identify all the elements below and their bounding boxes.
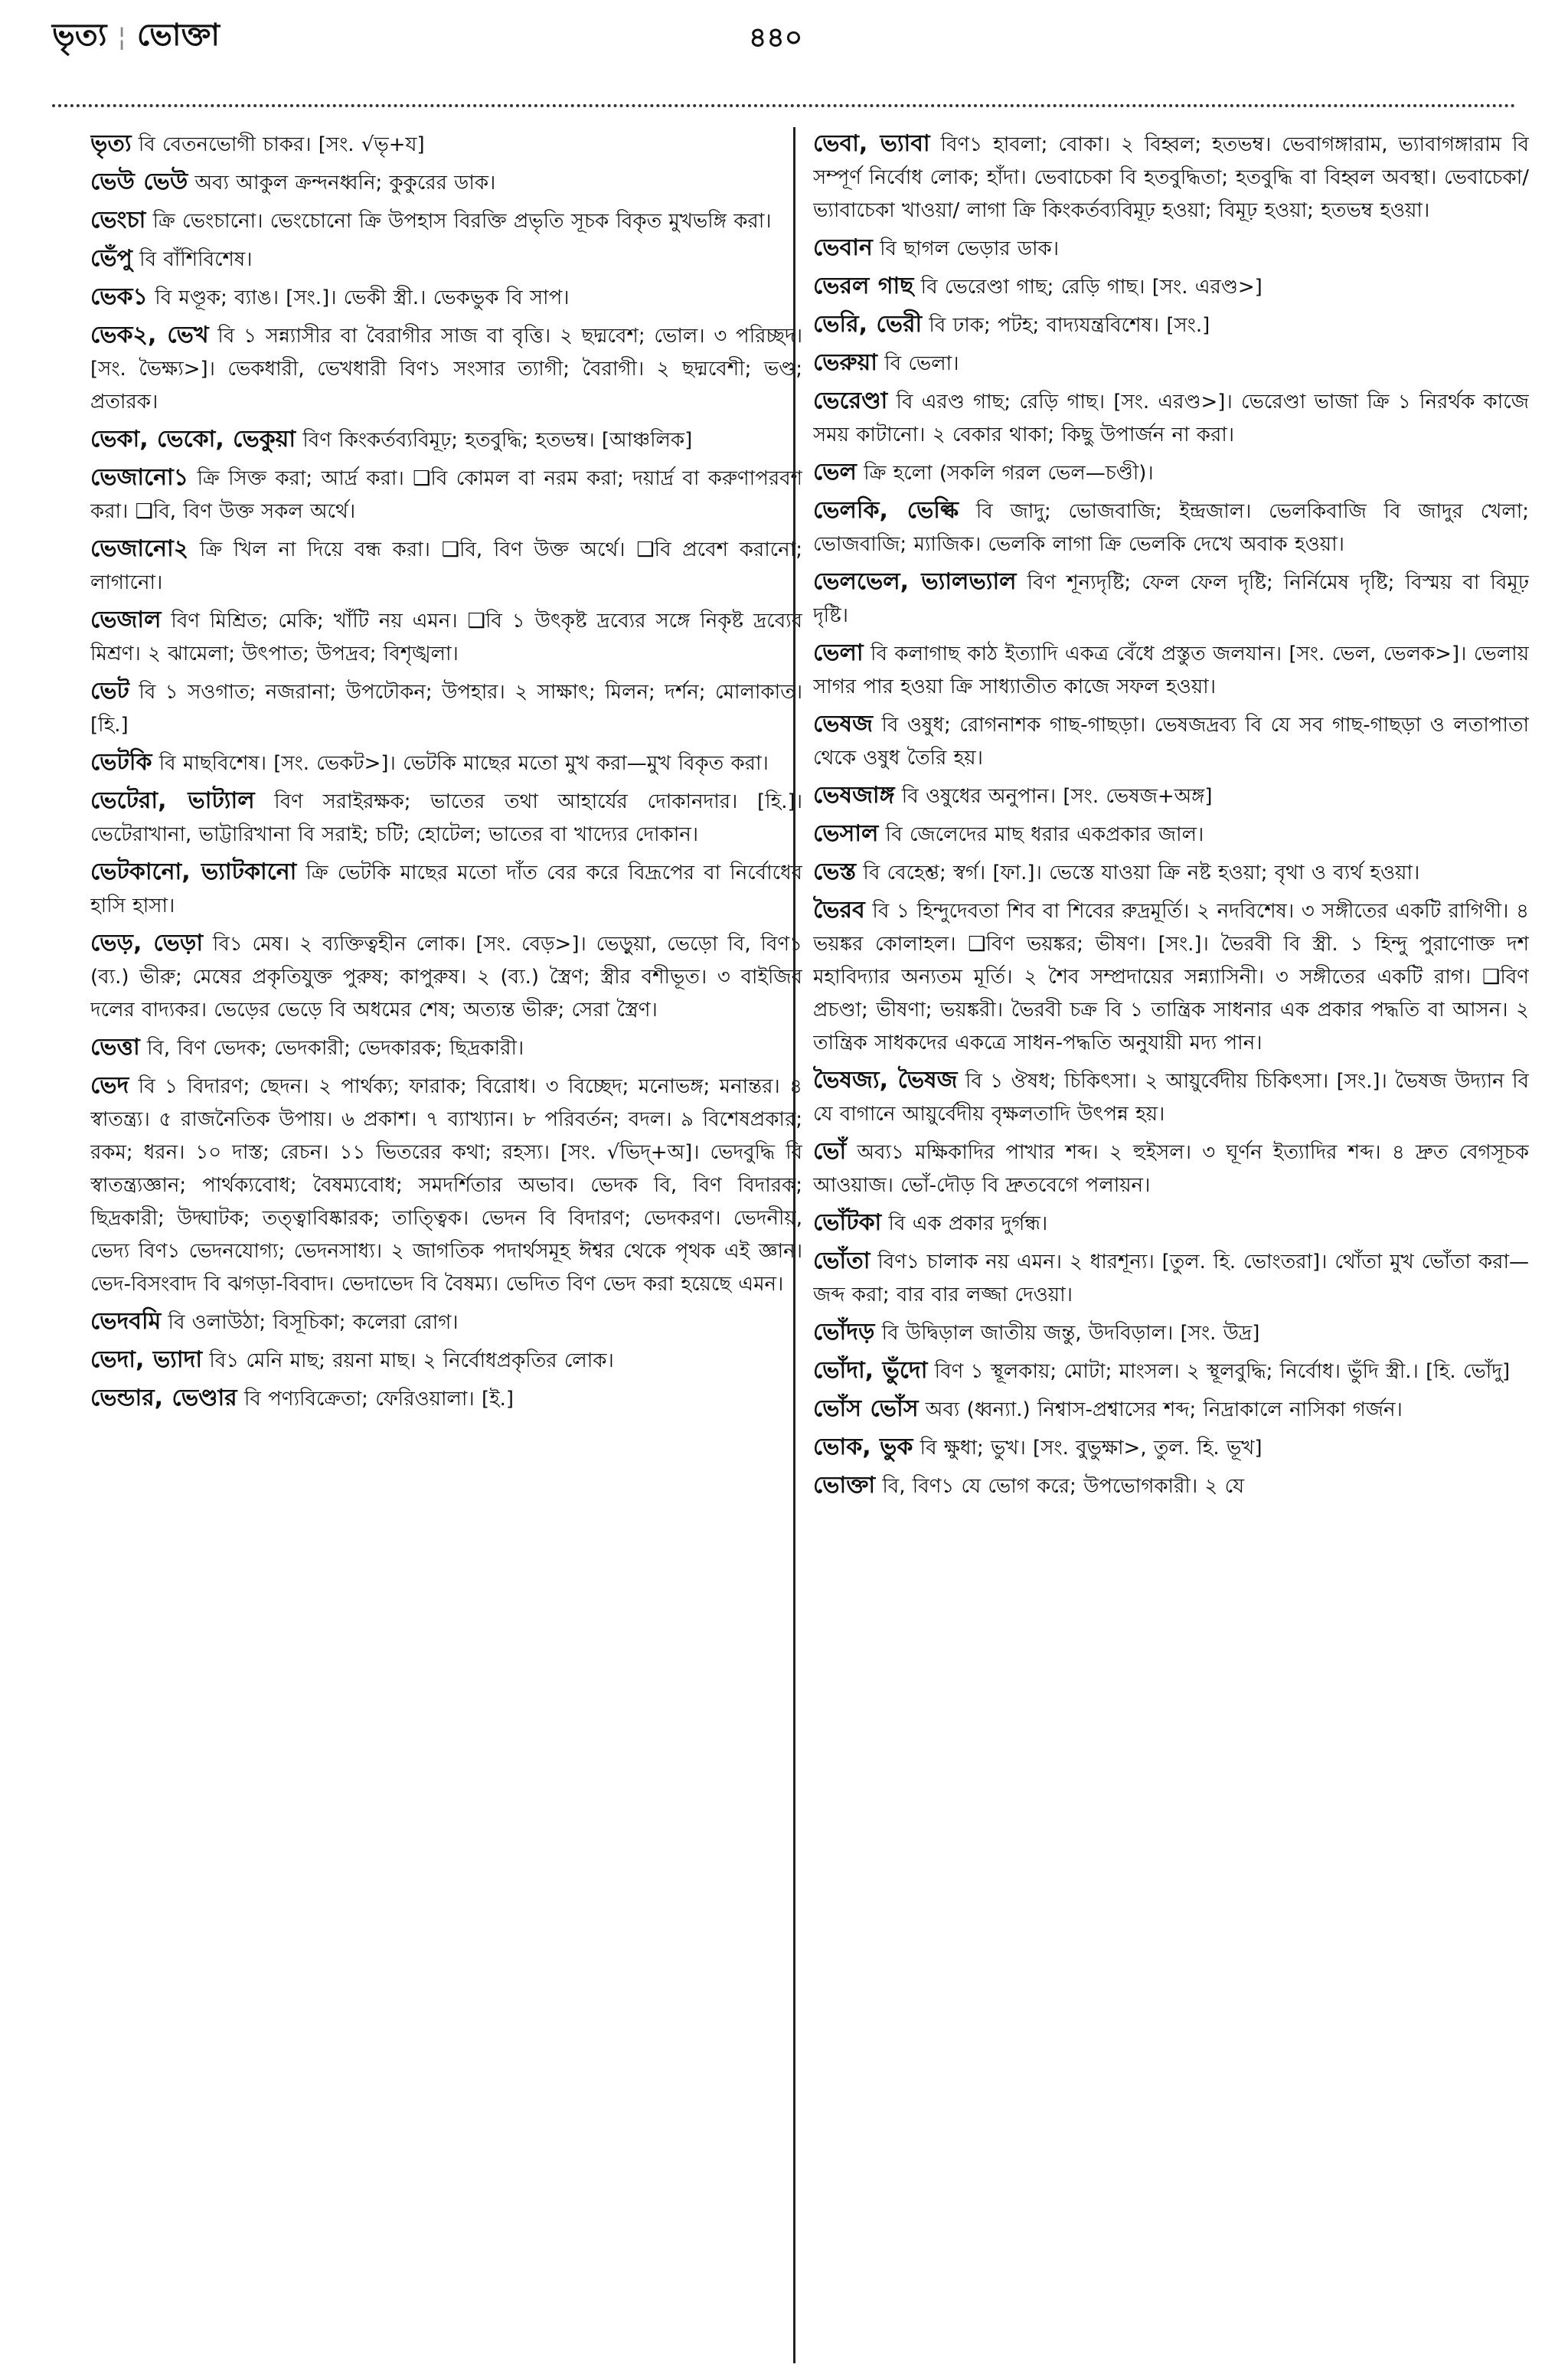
entry-headword: ভৃত্য [90,130,132,157]
entry-definition: বি উদ্বিড়াল জাতীয় জন্তু, উদবিড়াল। [সং. উদ্র] [881,1322,1260,1345]
entry-headword: ভেঁপু [90,245,132,272]
entry-definition: বি ওলাউঠা; বিসূচিকা; কলেরা রোগ। [168,1311,459,1334]
dictionary-entry [90,1031,802,1065]
entry-headword: ভেলভেল, ভ্যালভ্যাল [813,568,1017,595]
dictionary-entry [90,784,802,852]
dictionary-entry [90,423,802,457]
entry-definition: বি ১ হিন্দুদেবতা শিব বা শিবের রুদ্রমূর্তি। ২ নদবিশেষ। ৩ সঙ্গীতের একটি রাগিণী। ৪ ভয়ঙ্কর কোলাহল। ❑বিণ ভয়ঙ্কর; ভীষণ। [সং.]। ভৈরবী বি স্ত্রী. ১ হিন্দু পুরাণোক্ত দশ মহাবিদ্যার অন্যতম মূর্তি। ২ শৈব সম্প্রদায়ের সন্ন্যাসিনী। ৩ সঙ্গীতের একটি রাগ। ❑বিণ প্রচণ্ডা; ভীষণা; ভয়ঙ্করী। ভৈরবী চক্র বি ১ তান্ত্রিক সাধনার এক প্রকার পদ্ধতি বা আসন। ২ তান্ত্রিক সাধকদের একত্রে সাধন-পদ্ধতি অনুযায়ী মদ্য পান। [813,900,1529,1055]
entry-definition: অব্য১ মক্ষিকাদির পাখার শব্দ। ২ হুইসল। ৩ ঘূর্ণন ইত্যাদির শব্দ। ৪ দ্রুত বেগসূচক আওয়াজ। ভোঁ-দৌড় বি দ্রুতবেগে পলায়ন। [813,1141,1529,1197]
guide-word-first: ভৃত্য [52,18,107,53]
dictionary-entry [90,1382,802,1416]
entry-headword: ভেজাল [90,607,162,633]
entry-definition: বি ছাগল ভেড়ার ডাক। [880,237,1060,260]
entry-headword: ভৈরব [813,897,865,924]
entry-headword: ভেবান [813,234,873,261]
dictionary-entry [90,675,802,742]
entry-headword: ভেটকানো, ভ্যাটকানো [90,858,297,885]
entry-definition: বি ওষুধ; রোগনাশক গাছ-গাছড়া। ভেষজদ্রব্য বি যে সব গাছ-গাছড়া ও লতাপাতা থেকে ওষুধ তৈরি হয়। [813,714,1529,770]
entry-definition: অব্য আকুল ক্রন্দনধ্বনি; কুকুরের ডাক। [194,172,496,195]
entry-definition: বি, বিণ ভেদক; ভেদকারী; ভেদকারক; ছিদ্রকারী। [146,1037,524,1060]
dictionary-entry [813,1392,1529,1427]
entry-headword: ভোঁতা [813,1247,871,1274]
entry-headword: ভেদা, ভ্যাদা [90,1346,203,1373]
dictionary-entry [813,456,1529,490]
entry-definition: ক্রি সিক্ত করা; আর্দ্র করা। ❑বি কোমল বা নরম করা; দয়ার্দ্র বা করুণাপরবশ করা। ❑বি, বিণ উক্ত সকল অর্থে। [90,467,802,523]
entry-definition: বি ভেলা। [884,352,959,375]
entry-headword: ভেটকি [90,749,152,776]
dictionary-entry [813,708,1529,775]
entry-headword: ভেত্তা [90,1034,140,1061]
dictionary-entry [813,894,1529,1060]
dictionary-entry [813,1469,1529,1503]
dictionary-entry [90,319,802,419]
entry-headword: ভেক১ [90,283,148,310]
entry-definition: ক্রি হলো (সকলি গরল ভেল—চণ্ডী)। [864,462,1154,485]
entry-headword: ভেদবমি [90,1308,162,1335]
guide-word-last: ভোক্তা [136,18,220,53]
entry-headword: ভোঁদড় [813,1319,875,1346]
dictionary-entry [813,1316,1529,1350]
dictionary-entry [90,127,802,162]
entry-headword: ভেরি, ভেরী [813,311,923,338]
dictionary-entry [90,1069,802,1301]
dictionary-entry [90,461,802,528]
page-number: ৪৪০ [749,22,803,54]
dictionary-entry [813,1244,1529,1312]
entry-headword: ভেলা [813,639,864,666]
entry-definition: বি ১ সন্ন্যাসীর বা বৈরাগীর সাজ বা বৃত্তি। ২ ছদ্মবেশ; ভোল। ৩ পরিচ্ছদ। [সং. ভৈক্ষ্য>]। ভেকধারী, ভেখধারী বিণ১ সংসার ত্যাগী; বৈরাগী। ২ ছদ্মবেশী; ভণ্ড; প্রতারক। [90,325,802,414]
dictionary-entry [813,779,1529,813]
entry-headword: ভেংচা [90,207,146,234]
entry-definition: বিণ মিশ্রিত; মেকি; খাঁটি নয় এমন। ❑বি ১ উৎকৃষ্ট দ্রব্যের সঙ্গে নিকৃষ্ট দ্রব্যের মিশ্রণ। ২ ঝামেলা; উৎপাত; উপদ্রব; বিশৃঙ্খলা। [90,610,802,665]
entry-definition: বি পণ্যবিক্রেতা; ফেরিওয়ালা। [ই.] [243,1388,514,1411]
dictionary-entry [813,1135,1529,1202]
entry-definition: বি বেহেশ্ত; স্বর্গ। [ফা.]। ভেস্তে যাওয়া ক্রি নষ্ট হওয়া; বৃথা ও ব্যর্থ হওয়া। [863,862,1420,885]
entry-definition: বিণ১ হাবলা; বোকা। ২ বিহ্বল; হতভম্ব। ভেবাগঙ্গারাম, ভ্যাবাগঙ্গারাম বি সম্পূর্ণ নির্বোধ লোক; হাঁদা। ভেবাচেকা বি হতবুদ্ধিতা; হতবুদ্ধি বা বিহ্বল অবস্থা। ভেবাচেকা/ ভ্যাবাচেকা খাওয়া/ লাগা ক্রি কিংকর্তব্যবিমূঢ় হওয়া; বিমূঢ় হওয়া; হতভম্ব হওয়া। [813,133,1529,222]
entry-definition: বি, বিণ১ যে ভোগ করে; উপভোগকারী। ২ যে [882,1475,1245,1498]
dictionary-entry [813,565,1529,633]
entry-headword: ভেকা, ভেকো, ভেকুয়া [90,426,296,453]
entry-headword: ভৈষজ্য, ভৈষজ [813,1067,958,1094]
entry-headword: ভোঁস ভোঁস [813,1395,919,1422]
entry-headword: ভেস্ত [813,858,857,885]
entry-definition: বি এক প্রকার দুর্গন্ধ। [888,1212,1048,1235]
dictionary-entry [90,927,802,1027]
dictionary-entry [90,746,802,780]
column-divider [793,127,795,2363]
entry-headword: ভেদ [90,1072,129,1099]
entry-definition: বি জাদু; ভোজবাজি; ইন্দ্রজাল। ভেলকিবাজি বি জাদুর খেলা; ভোজবাজি; ম্যাজিক। ভেলকি লাগা ক্রি ভেলকি দেখে অবাক হওয়া। [813,500,1529,556]
entry-headword: ভেরেণ্ডা [813,387,888,414]
dictionary-entry [813,855,1529,890]
dictionary-entry [90,855,802,923]
dictionary-entry [813,346,1529,381]
entry-headword: ভেরল গাছ [813,273,914,299]
entry-headword: ভোঁটকা [813,1209,882,1236]
entry-headword: ভেজানো১ [90,464,189,491]
entry-definition: বিণ কিংকর্তব্যবিমূঢ়; হতবুদ্ধি; হতভম্ব। [আঞ্চলিক] [302,429,693,452]
entry-definition: বি কলাগাছ কাঠ ইত্যাদি একত্র বেঁধে প্রস্তুত জলযান। [সং. ভেল, ভেলক>]। ভেলায় সাগর পার হওয়া ক্রি সাধ্যাতীত কাজে সফল হওয়া। [813,643,1529,698]
guide-separator: ¦ [117,21,126,52]
entry-headword: ভেষজাঙ্গ [813,782,895,809]
entry-definition: বি১ মেষ। ২ ব্যক্তিত্বহীন লোক। [সং. বেড়>]। ভেড়ুয়া, ভেড়ো বি, বিণ১ (ব্য.) ভীরু; মেষের প্রকৃতিযুক্ত পুরুষ; কাপুরুষ। ২ (ব্য.) স্ত্রৈণ; স্ত্রীর বশীভূত। ৩ বাইজির দলের বাদ্যকর। ভেড়ের ভেড়ে বি অধমের শেষ; অত্যন্ত ভীরু; সেরা স্ত্রৈণ। [90,933,802,1022]
entry-headword: ভোক, ভুক [813,1434,913,1460]
entry-definition: অব্য (ধ্বন্যা.) নিশ্বাস-প্রশ্বাসের শব্দ; নিদ্রাকালে নাসিকা গর্জন। [925,1398,1403,1421]
entry-headword: ভেড়, ভেড়া [90,930,204,956]
page-header [52,6,1516,104]
entry-headword: ভেল [813,459,857,486]
entry-headword: ভেট [90,678,129,705]
entry-definition: বি ক্ষুধা; ভুখ। [সং. বুভুক্ষা>, তুল. হি. ভূখ] [920,1437,1263,1460]
entry-definition: ক্রি ভেটকি মাছের মতো দাঁত বের করে বিদ্রূপের বা নির্বোধের হাসি হাসা। [90,862,802,917]
guide-words [52,11,220,62]
entry-definition: বি বাঁশিবিশেষ। [139,248,253,271]
left-column [90,127,802,2363]
entry-headword: ভেটেরা, ভাট্যাল [90,787,255,814]
entry-headword: ভেবা, ভ্যাবা [813,130,930,157]
dictionary-entry [813,127,1529,227]
right-column [813,127,1529,2363]
entry-definition: বি ১ বিদারণ; ছেদন। ২ পার্থক্য; ফারাক; বিরোধ। ৩ বিচ্ছেদ; মনোভঙ্গ; মনান্তর। ৪ স্বাতন্ত্র্য। ৫ রাজনৈতিক উপায়। ৬ প্রকাশ। ৭ ব্যাখ্যান। ৮ পরিবর্তন; বদল। ৯ বিশেষপ্রকার; রকম; ধরন। ১০ দাস্ত; রেচন। ১১ ভিতরের কথা; রহস্য। [সং. √ভিদ্+অ]। ভেদবুদ্ধি বি স্বাতন্ত্র্যজ্ঞান; পার্থক্যবোধ; বৈষম্যবোধ; সমদর্শিতার অভাব। ভেদক বি, বিণ বিদারক; ছিদ্রকারী; উদ্ঘাটক; তত্ত্বাবিষ্কারক; তাত্ত্বিক। ভেদন বি বিদারণ; ভেদকরণ। ভেদনীয়, ভেদ্য বিণ১ ভেদনযোগ্য; ভেদনসাধ্য। ২ জাগতিক পদার্থসমূহ ঈশ্বর থেকে পৃথক এই জ্ঞান। ভেদ-বিসংবাদ বি ঝগড়া-বিবাদ। ভেদাভেদ বি বৈষম্য। ভেদিত বিণ ভেদ করা হয়েছে এমন। [90,1075,802,1296]
entry-definition: বিণ শূন্যদৃষ্টি; ফেল ফেল দৃষ্টি; নির্নিমেষ দৃষ্টি; বিস্ময় বা বিমূঢ় দৃষ্টি। [813,571,1529,627]
dictionary-entry [90,532,802,600]
dictionary-entry [813,1206,1529,1241]
entry-headword: ভেন্ডার, ভেণ্ডার [90,1385,237,1411]
entry-definition: বি ওষুধের অনুপান। [সং. ভেষজ+অঙ্গ] [901,785,1213,808]
entry-definition: বি জেলেদের মাছ ধরার একপ্রকার জাল। [885,823,1204,846]
entry-definition: বি ভেরেণ্ডা গাছ; রেড়ি গাছ। [সং. এরণ্ড>] [920,276,1263,299]
dictionary-entry [813,817,1529,852]
entry-headword: ভেষজ [813,711,873,737]
dictionary-entry [813,270,1529,304]
entry-headword: ভোঁদা, ভুঁদো [813,1357,928,1384]
dictionary-entry [813,1354,1529,1388]
entry-headword: ভেউ ভেউ [90,168,188,195]
dictionary-entry [90,165,802,200]
dictionary-entry [90,1343,802,1378]
header-rule [52,104,1516,107]
entry-headword: ভেরুয়া [813,349,877,376]
entry-headword: ভেসাল [813,820,879,847]
entry-headword: ভেজানো২ [90,535,189,562]
entry-headword: ভোক্তা [813,1472,876,1499]
dictionary-entry [90,1305,802,1339]
entry-headword: ভেক২, ভেখ [90,322,209,348]
entry-definition: বি মণ্ডূক; ব্যাঙ। [সং.]। ভেকী স্ত্রী.। ভেকভুক বি সাপ। [155,286,570,309]
dictionary-entry [813,494,1529,561]
entry-headword: ভোঁ [813,1138,847,1165]
dictionary-entry [813,231,1529,266]
entry-definition: বি বেতনভোগী চাকর। [সং. √ভৃ+য] [138,133,425,156]
entry-definition: বিণ সরাইরক্ষক; ভাতের তথা আহার্যের দোকানদার। [হি.]। ভেটেরাখানা, ভাট্টারিখানা বি সরাই; চটি; হোটেল; ভাতের বা খাদ্যের দোকান। [90,790,802,846]
entry-definition: বি ১ ঔষধ; চিকিৎসা। ২ আয়ুর্বেদীয় চিকিৎসা। [সং.]। ভৈষজ উদ্যান বি যে বাগানে আয়ুর্বেদীয় বৃক্ষলতাদি উৎপন্ন হয়। [813,1070,1529,1126]
entry-headword: ভেলকি, ভেল্কি [813,497,959,524]
dictionary-entry [813,1431,1529,1465]
entry-definition: বি মাছবিশেষ। [সং. ভেকট>]। ভেটকি মাছের মতো মুখ করা—মুখ বিকৃত করা। [158,752,769,775]
entry-definition: বি এরণ্ড গাছ; রেড়ি গাছ। [সং. এরণ্ড>]। ভেরেণ্ডা ভাজা ক্রি ১ নিরর্থক কাজে সময় কাটানো। ২ বেকার থাকা; কিছু উপার্জন না করা। [813,391,1529,446]
entry-definition: বি১ মেনি মাছ; রয়না মাছ। ২ নির্বোধপ্রকৃতির লোক। [209,1349,614,1372]
dictionary-entry [90,280,802,315]
entry-definition: বিণ১ চালাক নয় এমন। ২ ধারশূন্য। [তুল. হি. ভোংতরা]। থোঁতা মুখ ভোঁতা করা—জব্দ করা; বার বার লজ্জা দেওয়া। [813,1251,1529,1306]
dictionary-entry [813,384,1529,452]
dictionary-entry [813,1064,1529,1131]
dictionary-entry [813,636,1529,704]
entry-definition: ক্রি ভেংচানো। ভেংচোনো ক্রি উপহাস বিরক্তি প্রভৃতি সূচক বিকৃত মুখভঙ্গি করা। [152,210,772,233]
entry-definition: বি ঢাক; পটহ; বাদ্যযন্ত্রবিশেষ। [সং.] [929,314,1210,337]
dictionary-entry [90,603,802,671]
dictionary-entry [90,204,802,238]
dictionary-entry [813,308,1529,342]
entry-definition: বি ১ সওগাত; নজরানা; উপঢৌকন; উপহার। ২ সাক্ষাৎ; মিলন; দর্শন; মোলাকাত। [হি.] [90,681,802,737]
entry-definition: ক্রি খিল না দিয়ে বন্ধ করা। ❑বি, বিণ উক্ত অর্থে। ❑বি প্রবেশ করানো; লাগানো। [90,538,802,594]
entry-definition: বিণ ১ স্থূলকায়; মোটা; মাংসল। ২ স্থূলবুদ্ধি; নির্বোধ। ভুঁদি স্ত্রী.। [হি. ভোঁদু] [934,1360,1511,1383]
dictionary-entry [90,242,802,276]
